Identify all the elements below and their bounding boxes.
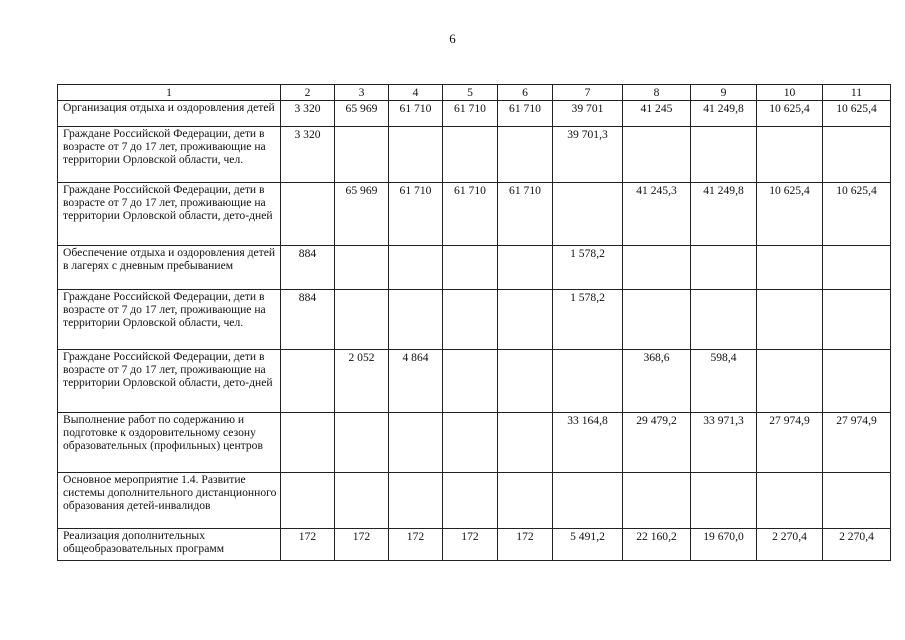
table-cell — [498, 350, 553, 413]
column-header: 8 — [623, 85, 691, 101]
page-number: 6 — [449, 31, 456, 46]
table-cell: 39 701 — [553, 101, 623, 127]
table-cell — [691, 290, 757, 350]
column-number-row — [58, 85, 891, 101]
table-row — [58, 350, 891, 413]
table-cell: 65 969 — [335, 101, 389, 127]
table-cell — [757, 127, 823, 183]
table-cell: 10 625,4 — [757, 183, 823, 246]
table-cell — [335, 413, 389, 473]
table-cell: 172 — [389, 529, 443, 561]
table-cell: 61 710 — [443, 183, 498, 246]
table-cell — [623, 290, 691, 350]
table-cell: 172 — [498, 529, 553, 561]
table-cell: 3 320 — [281, 101, 335, 127]
column-header: 2 — [281, 85, 335, 101]
row-label: Граждане Российской Федерации, дети в возрасте от 7 до 17 лет, проживающие на территории Орловской области, дето-дней — [58, 350, 281, 413]
table-cell: 61 710 — [389, 183, 443, 246]
table-cell: 884 — [281, 246, 335, 290]
table-cell: 27 974,9 — [823, 413, 891, 473]
table-cell — [443, 413, 498, 473]
table-cell: 33 164,8 — [553, 413, 623, 473]
table-cell: 172 — [281, 529, 335, 561]
table-cell: 41 245,3 — [623, 183, 691, 246]
table-row — [58, 473, 891, 529]
table-cell — [389, 413, 443, 473]
table-cell — [281, 183, 335, 246]
table-cell — [335, 290, 389, 350]
table-cell — [823, 473, 891, 529]
table-cell — [757, 473, 823, 529]
table-cell — [498, 413, 553, 473]
column-header: 5 — [443, 85, 498, 101]
table-cell: 27 974,9 — [757, 413, 823, 473]
table-row — [58, 127, 891, 183]
table-body — [58, 85, 891, 561]
table-row — [58, 413, 891, 473]
table-cell: 41 249,8 — [691, 183, 757, 246]
table-cell — [823, 290, 891, 350]
table-cell — [443, 473, 498, 529]
table-cell: 4 864 — [389, 350, 443, 413]
table-cell — [335, 473, 389, 529]
table-cell: 5 491,2 — [553, 529, 623, 561]
table-cell: 41 249,8 — [691, 101, 757, 127]
column-header: 4 — [389, 85, 443, 101]
table-row — [58, 290, 891, 350]
table-cell: 2 270,4 — [823, 529, 891, 561]
column-header: 11 — [823, 85, 891, 101]
column-header: 6 — [498, 85, 553, 101]
table-cell — [389, 127, 443, 183]
table-cell — [553, 350, 623, 413]
row-label: Граждане Российской Федерации, дети в возрасте от 7 до 17 лет, проживающие на территории Орловской области, дето-дней — [58, 183, 281, 246]
table-cell: 10 625,4 — [823, 183, 891, 246]
table-cell: 368,6 — [623, 350, 691, 413]
column-header: 9 — [691, 85, 757, 101]
table-cell — [498, 290, 553, 350]
table-cell: 1 578,2 — [553, 246, 623, 290]
row-label: Выполнение работ по содержанию и подготовке к оздоровительному сезону образовательных (профильных) центров — [58, 413, 281, 473]
table-cell — [553, 183, 623, 246]
table-cell — [443, 246, 498, 290]
table-cell — [281, 413, 335, 473]
table-cell — [623, 473, 691, 529]
table-cell: 2 052 — [335, 350, 389, 413]
row-label: Основное мероприятие 1.4. Развитие системы дополнительного дистанционного образования детей-инвалидов — [58, 473, 281, 529]
budget-table — [57, 84, 891, 561]
table-cell — [389, 246, 443, 290]
table-cell — [443, 350, 498, 413]
table-cell — [823, 350, 891, 413]
row-label: Обеспечение отдыха и оздоровления детей в лагерях с дневным пребыванием — [58, 246, 281, 290]
table-cell — [498, 127, 553, 183]
row-label: Граждане Российской Федерации, дети в возрасте от 7 до 17 лет, проживающие на территории Орловской области, чел. — [58, 127, 281, 183]
table-cell — [757, 290, 823, 350]
table-cell: 61 710 — [498, 101, 553, 127]
table-cell: 22 160,2 — [623, 529, 691, 561]
table-cell — [757, 246, 823, 290]
table-cell — [389, 290, 443, 350]
table-row — [58, 183, 891, 246]
table-cell: 61 710 — [498, 183, 553, 246]
table-cell — [335, 246, 389, 290]
row-label: Граждане Российской Федерации, дети в возрасте от 7 до 17 лет, проживающие на территории Орловской области, чел. — [58, 290, 281, 350]
table-cell: 10 625,4 — [823, 101, 891, 127]
table-cell: 61 710 — [443, 101, 498, 127]
table-cell: 19 670,0 — [691, 529, 757, 561]
table-cell — [757, 350, 823, 413]
table-cell: 1 578,2 — [553, 290, 623, 350]
table-cell — [498, 473, 553, 529]
table-cell — [443, 127, 498, 183]
table-cell: 29 479,2 — [623, 413, 691, 473]
table-cell — [691, 127, 757, 183]
column-header: 10 — [757, 85, 823, 101]
table-cell: 41 245 — [623, 101, 691, 127]
table-cell: 65 969 — [335, 183, 389, 246]
table-cell — [623, 127, 691, 183]
table-cell: 33 971,3 — [691, 413, 757, 473]
table-cell — [823, 127, 891, 183]
table-cell — [691, 473, 757, 529]
table-cell — [691, 246, 757, 290]
table-row — [58, 101, 891, 127]
table-cell: 39 701,3 — [553, 127, 623, 183]
table-cell: 61 710 — [389, 101, 443, 127]
table-cell: 2 270,4 — [757, 529, 823, 561]
table-cell: 172 — [335, 529, 389, 561]
table-cell — [443, 290, 498, 350]
table-cell — [623, 246, 691, 290]
table-cell — [389, 473, 443, 529]
table-cell — [281, 473, 335, 529]
table-cell — [823, 246, 891, 290]
table-cell — [553, 473, 623, 529]
column-header: 7 — [553, 85, 623, 101]
table-cell: 172 — [443, 529, 498, 561]
table-cell — [281, 350, 335, 413]
column-header: 3 — [335, 85, 389, 101]
table-cell: 884 — [281, 290, 335, 350]
table-cell: 3 320 — [281, 127, 335, 183]
table-cell: 10 625,4 — [757, 101, 823, 127]
table-cell — [498, 246, 553, 290]
column-header: 1 — [58, 85, 281, 101]
row-label: Организация отдыха и оздоровления детей — [58, 101, 281, 127]
table-cell: 598,4 — [691, 350, 757, 413]
table-row — [58, 246, 891, 290]
table-row — [58, 529, 891, 561]
table-cell — [335, 127, 389, 183]
row-label: Реализация дополнительных общеобразовательных программ — [58, 529, 281, 561]
